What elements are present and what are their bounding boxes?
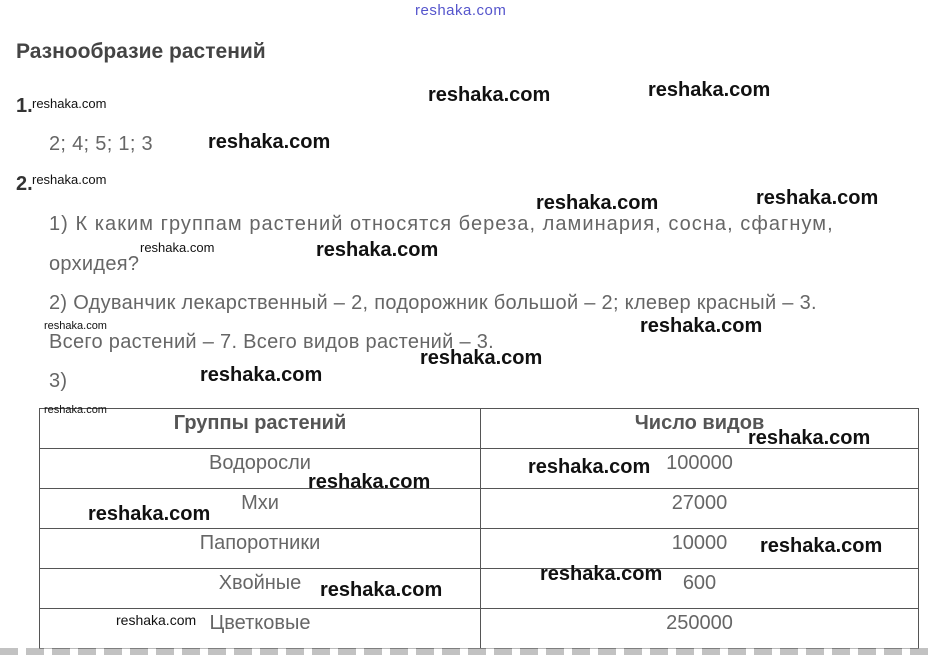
watermark: reshaka.com bbox=[116, 612, 197, 628]
question-2-part2-line1: 2) Одуванчик лекарственный – 2, подорожник большой – 2; клевер красный – 3. bbox=[49, 292, 817, 314]
question-1-answer: 2; 4; 5; 1; 3 bbox=[49, 133, 153, 155]
watermark: reshaka.com bbox=[420, 347, 543, 369]
table-cell-count: 27000 bbox=[481, 489, 919, 529]
watermark: reshaka.com bbox=[44, 404, 107, 416]
table-row bbox=[40, 449, 919, 489]
page-title: Разнообразие растений bbox=[16, 40, 266, 63]
watermark: reshaka.com bbox=[308, 471, 431, 493]
watermark: reshaka.com bbox=[32, 96, 107, 111]
question-2-part3: 3) bbox=[49, 370, 68, 392]
question-2-part1-line2: орхидея? bbox=[49, 253, 140, 275]
watermark: reshaka.com bbox=[760, 535, 883, 557]
watermark: reshaka.com bbox=[88, 503, 211, 525]
watermark: reshaka.com bbox=[528, 456, 651, 478]
table-cell-group: Хвойные bbox=[40, 569, 481, 609]
table-cell-group: Цветковые bbox=[40, 609, 481, 649]
table-row bbox=[40, 569, 919, 609]
table-cell-count: 100000 bbox=[481, 449, 919, 489]
watermark: reshaka.com bbox=[316, 239, 439, 261]
table-header-count: Число видов bbox=[481, 409, 919, 449]
table-cell-count: 10000 bbox=[481, 529, 919, 569]
watermark: reshaka.com bbox=[428, 84, 551, 106]
table-cell-count: 600 bbox=[481, 569, 919, 609]
table-cell-group: Водоросли bbox=[40, 449, 481, 489]
cut-off-text-strip bbox=[0, 648, 929, 655]
question-1-number: 1. bbox=[16, 95, 33, 117]
watermark: reshaka.com bbox=[44, 320, 107, 332]
table-cell-group: Папоротники bbox=[40, 529, 481, 569]
table-cell-count: 250000 bbox=[481, 609, 919, 649]
watermark: reshaka.com bbox=[320, 579, 443, 601]
question-2-number: 2. bbox=[16, 173, 33, 195]
site-header[interactable]: reshaka.com bbox=[415, 2, 507, 19]
question-2-part1-line1: 1) К каким группам растений относятся береза, ламинария, сосна, сфагнум, bbox=[49, 213, 834, 235]
watermark: reshaka.com bbox=[32, 172, 107, 187]
watermark: reshaka.com bbox=[208, 131, 331, 153]
watermark: reshaka.com bbox=[756, 187, 879, 209]
table-header-group: Группы растений bbox=[40, 409, 481, 449]
table-cell-group: Мхи bbox=[40, 489, 481, 529]
watermark: reshaka.com bbox=[648, 79, 771, 101]
watermark: reshaka.com bbox=[200, 364, 323, 386]
question-2-part2-line2: Всего растений – 7. Всего видов растений – 3. bbox=[49, 331, 495, 353]
watermark: reshaka.com bbox=[540, 563, 663, 585]
watermark: reshaka.com bbox=[536, 192, 659, 214]
watermark: reshaka.com bbox=[748, 427, 871, 449]
watermark: reshaka.com bbox=[640, 315, 763, 337]
watermark: reshaka.com bbox=[140, 240, 215, 255]
